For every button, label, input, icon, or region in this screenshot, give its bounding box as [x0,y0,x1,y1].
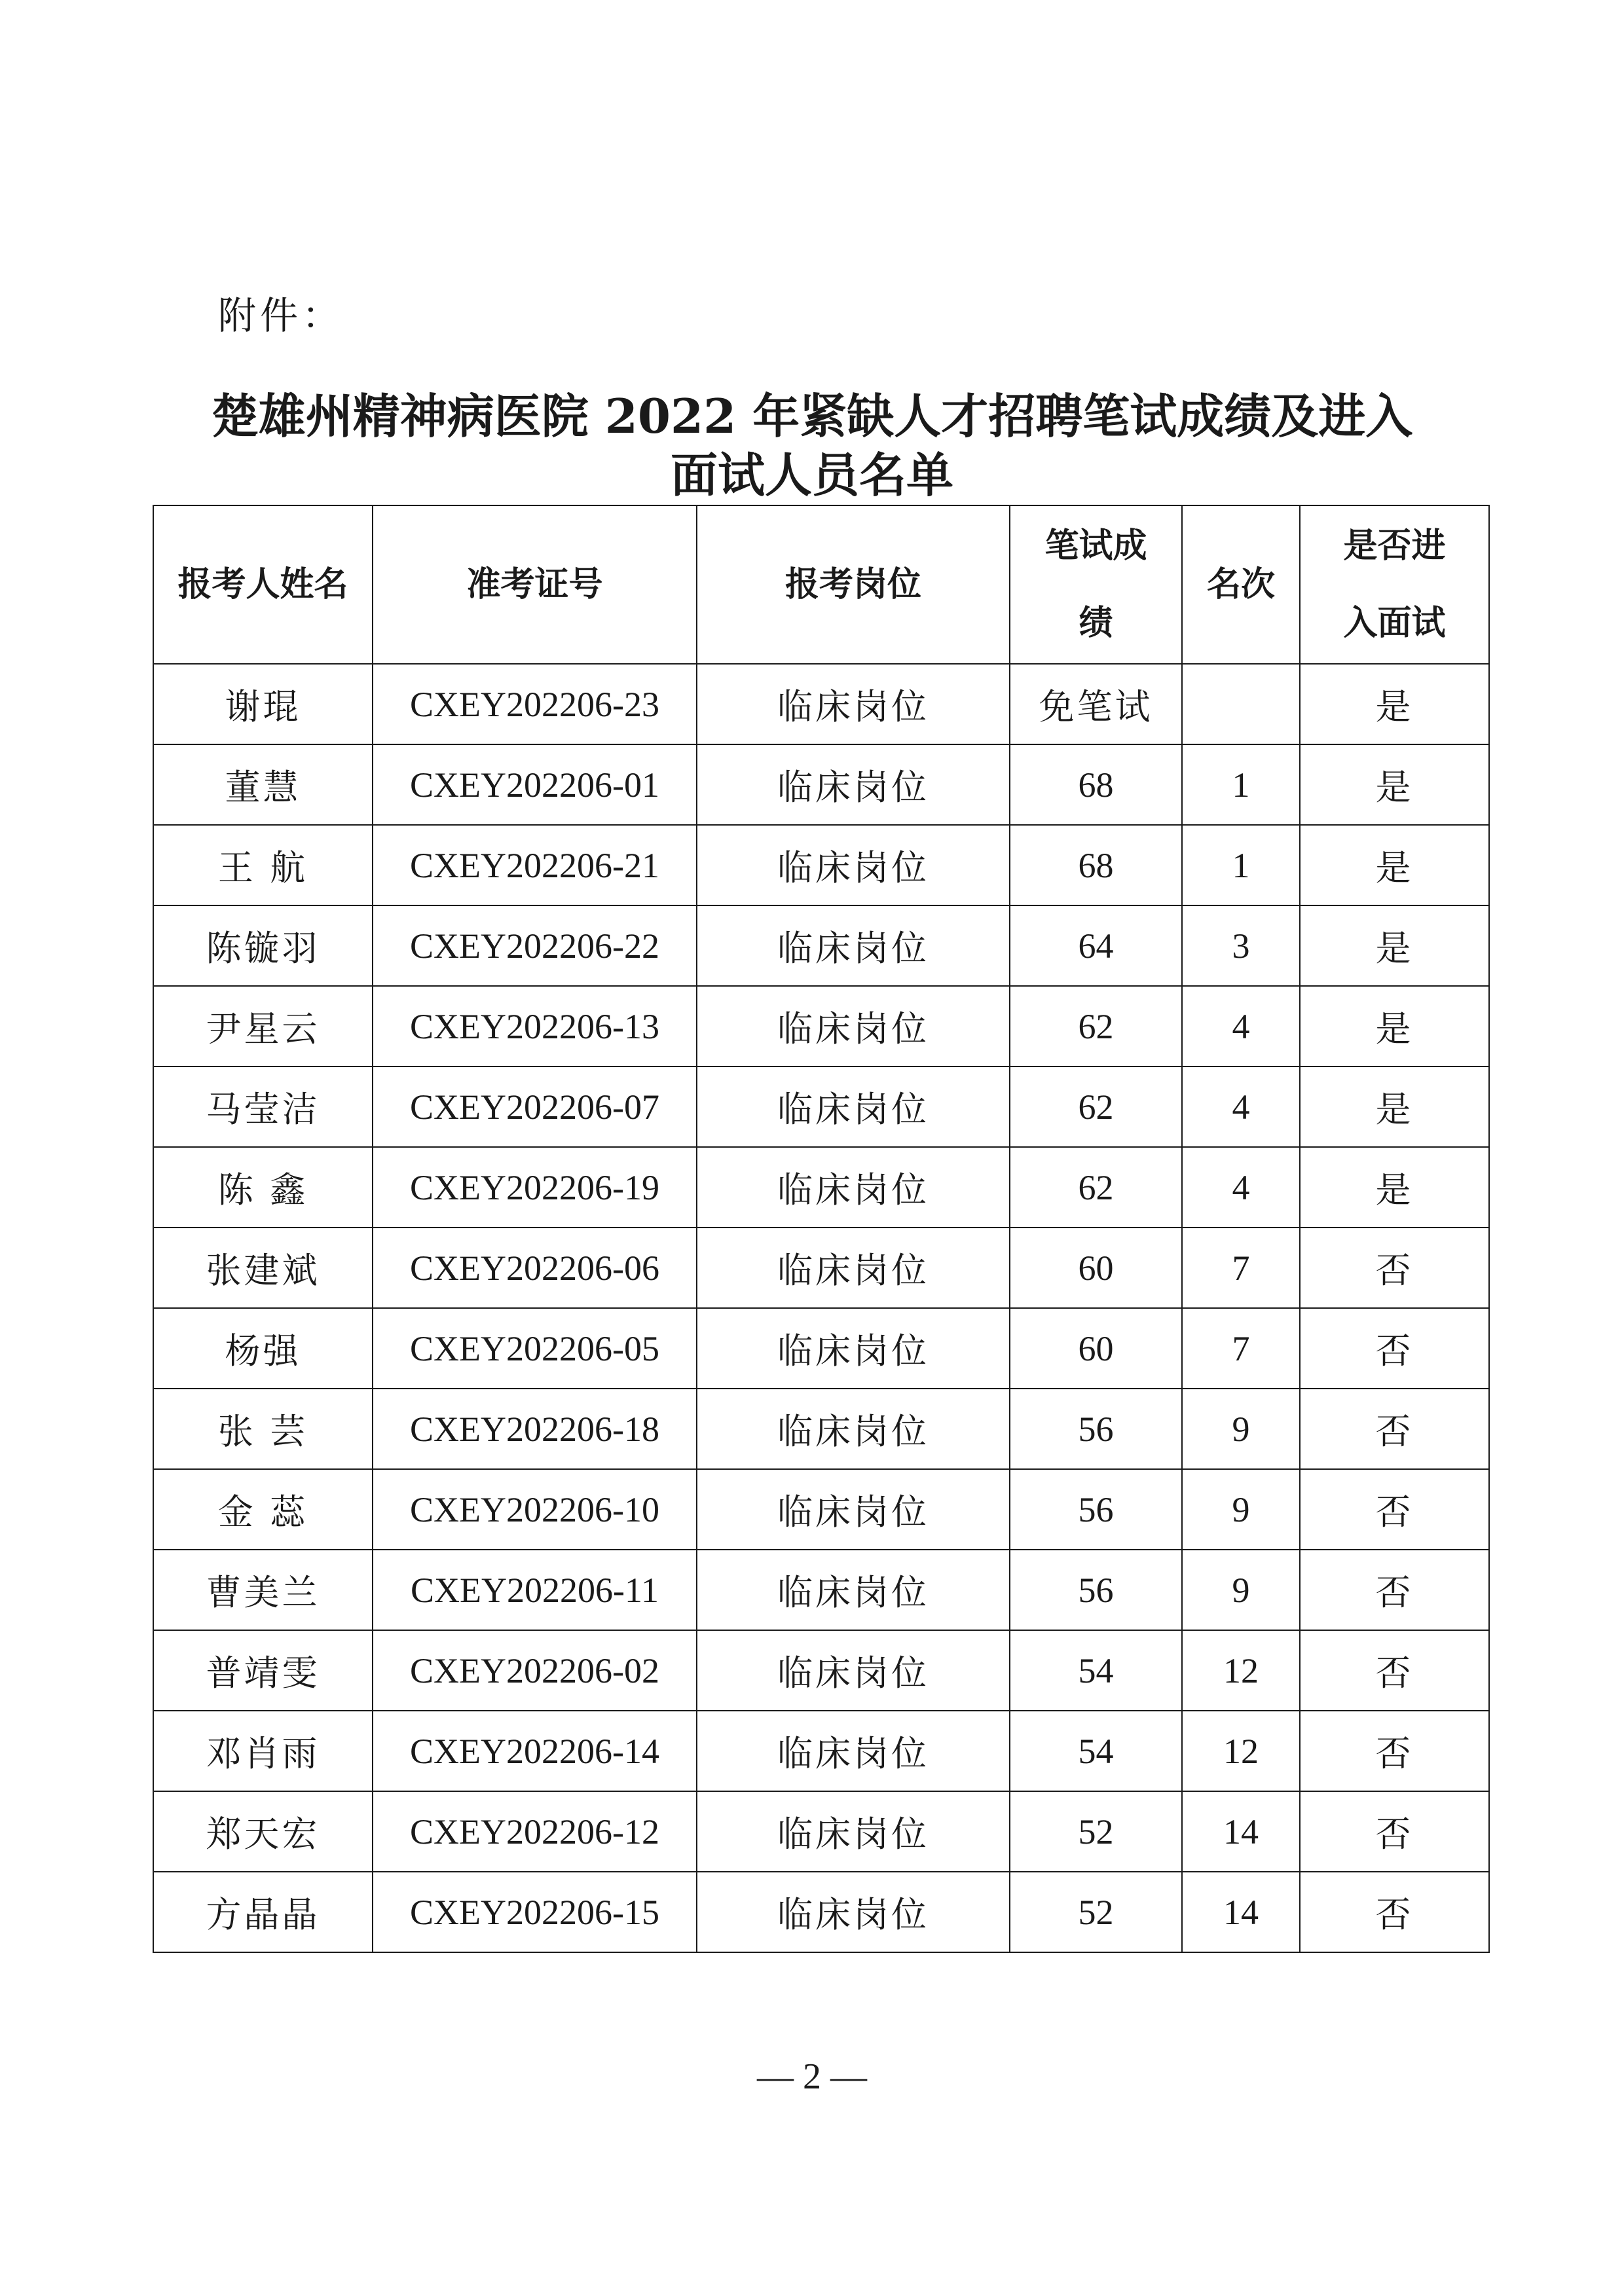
table-row [153,1791,1489,1872]
cell-post: 临床岗位 [697,1711,1010,1791]
cell-exam-id: CXEY202206-11 [373,1550,697,1630]
cell-name: 陈 鑫 [153,1147,373,1228]
document-title-line2: 面试人员名单 [670,447,953,503]
cell-post: 临床岗位 [697,986,1010,1066]
header-rank: 名次 [1182,505,1300,664]
table-row [153,1711,1489,1791]
table-row [153,1147,1489,1228]
cell-exam-id: CXEY202206-23 [373,664,697,744]
cell-post: 临床岗位 [697,1550,1010,1630]
cell-exam-id: CXEY202206-22 [373,905,697,986]
cell-name: 马莹洁 [153,1066,373,1147]
cell-rank [1182,664,1300,744]
cell-name: 尹星云 [153,986,373,1066]
cell-interview: 否 [1300,1389,1489,1469]
document-title-line1: 楚雄州精神病医院 2022 年紧缺人才招聘笔试成绩及进入 [211,388,1413,444]
cell-name: 谢琨 [153,664,373,744]
cell-interview: 否 [1300,1228,1489,1308]
table-row [153,744,1489,825]
header-score-line2: 绩 [1079,604,1113,643]
cell-interview: 是 [1300,1147,1489,1228]
table-row [153,1469,1489,1550]
cell-rank: 7 [1182,1228,1300,1308]
cell-score: 54 [1010,1711,1182,1791]
table-row [153,1066,1489,1147]
header-interview-line1: 是否进 [1343,526,1446,566]
cell-post: 临床岗位 [697,1389,1010,1469]
cell-name: 董慧 [153,744,373,825]
cell-score: 68 [1010,825,1182,905]
cell-interview: 是 [1300,744,1489,825]
table-row [153,1630,1489,1711]
cell-exam-id: CXEY202206-01 [373,744,697,825]
cell-name: 邓肖雨 [153,1711,373,1791]
cell-exam-id: CXEY202206-05 [373,1308,697,1389]
cell-name: 陈镟羽 [153,905,373,986]
cell-interview: 否 [1300,1469,1489,1550]
cell-rank: 9 [1182,1469,1300,1550]
cell-score: 52 [1010,1872,1182,1952]
cell-interview: 否 [1300,1872,1489,1952]
cell-score: 64 [1010,905,1182,986]
cell-exam-id: CXEY202206-10 [373,1469,697,1550]
header-exam-id: 准考证号 [373,505,697,664]
table-row [153,664,1489,744]
cell-exam-id: CXEY202206-14 [373,1711,697,1791]
cell-rank: 1 [1182,744,1300,825]
cell-name: 王 航 [153,825,373,905]
cell-interview: 是 [1300,905,1489,986]
cell-interview: 否 [1300,1630,1489,1711]
header-score [1010,505,1182,664]
header-score-line1: 笔试成 [1044,526,1147,566]
cell-interview: 是 [1300,664,1489,744]
cell-rank: 4 [1182,1066,1300,1147]
cell-interview: 否 [1300,1711,1489,1791]
cell-post: 临床岗位 [697,1791,1010,1872]
cell-name: 杨强 [153,1308,373,1389]
cell-post: 临床岗位 [697,1872,1010,1952]
table-body [153,664,1489,1952]
cell-name: 张建斌 [153,1228,373,1308]
header-name: 报考人姓名 [153,505,373,664]
cell-exam-id: CXEY202206-19 [373,1147,697,1228]
cell-rank: 9 [1182,1550,1300,1630]
cell-name: 张 芸 [153,1389,373,1469]
cell-score: 56 [1010,1389,1182,1469]
header-post: 报考岗位 [697,505,1010,664]
cell-post: 临床岗位 [697,1469,1010,1550]
cell-name: 普靖雯 [153,1630,373,1711]
table-header-row [153,505,1489,664]
table-row [153,986,1489,1066]
cell-rank: 12 [1182,1630,1300,1711]
cell-rank: 12 [1182,1711,1300,1791]
cell-score: 60 [1010,1308,1182,1389]
cell-interview: 是 [1300,825,1489,905]
cell-exam-id: CXEY202206-15 [373,1872,697,1952]
cell-score: 免笔试 [1010,664,1182,744]
page-number: — 2 — [757,2056,867,2097]
cell-exam-id: CXEY202206-12 [373,1791,697,1872]
table-row [153,905,1489,986]
cell-score: 56 [1010,1469,1182,1550]
cell-name: 金 蕊 [153,1469,373,1550]
score-table [153,505,1490,1953]
cell-exam-id: CXEY202206-06 [373,1228,697,1308]
cell-rank: 1 [1182,825,1300,905]
table-row [153,1389,1489,1469]
cell-rank: 4 [1182,986,1300,1066]
cell-exam-id: CXEY202206-07 [373,1066,697,1147]
cell-score: 60 [1010,1228,1182,1308]
attachment-label: 附件： [218,293,344,338]
cell-interview: 是 [1300,986,1489,1066]
cell-score: 54 [1010,1630,1182,1711]
header-interview [1300,505,1489,664]
table-row [153,825,1489,905]
cell-score: 56 [1010,1550,1182,1630]
cell-interview: 是 [1300,1066,1489,1147]
cell-rank: 4 [1182,1147,1300,1228]
cell-name: 郑天宏 [153,1791,373,1872]
cell-post: 临床岗位 [697,1630,1010,1711]
cell-post: 临床岗位 [697,1308,1010,1389]
cell-post: 临床岗位 [697,1147,1010,1228]
table-row [153,1228,1489,1308]
cell-score: 68 [1010,744,1182,825]
cell-rank: 7 [1182,1308,1300,1389]
cell-rank: 3 [1182,905,1300,986]
cell-post: 临床岗位 [697,664,1010,744]
cell-rank: 9 [1182,1389,1300,1469]
cell-exam-id: CXEY202206-18 [373,1389,697,1469]
table-row [153,1308,1489,1389]
cell-name: 方晶晶 [153,1872,373,1952]
cell-score: 62 [1010,1066,1182,1147]
table-row [153,1550,1489,1630]
table-row [153,1872,1489,1952]
header-interview-line2: 入面试 [1343,604,1446,643]
cell-post: 临床岗位 [697,1228,1010,1308]
cell-exam-id: CXEY202206-13 [373,986,697,1066]
cell-interview: 否 [1300,1791,1489,1872]
cell-post: 临床岗位 [697,905,1010,986]
cell-rank: 14 [1182,1791,1300,1872]
cell-interview: 否 [1300,1308,1489,1389]
cell-rank: 14 [1182,1872,1300,1952]
cell-name: 曹美兰 [153,1550,373,1630]
cell-post: 临床岗位 [697,744,1010,825]
cell-post: 临床岗位 [697,825,1010,905]
cell-interview: 否 [1300,1550,1489,1630]
cell-score: 62 [1010,986,1182,1066]
cell-score: 62 [1010,1147,1182,1228]
cell-post: 临床岗位 [697,1066,1010,1147]
cell-score: 52 [1010,1791,1182,1872]
cell-exam-id: CXEY202206-02 [373,1630,697,1711]
cell-exam-id: CXEY202206-21 [373,825,697,905]
